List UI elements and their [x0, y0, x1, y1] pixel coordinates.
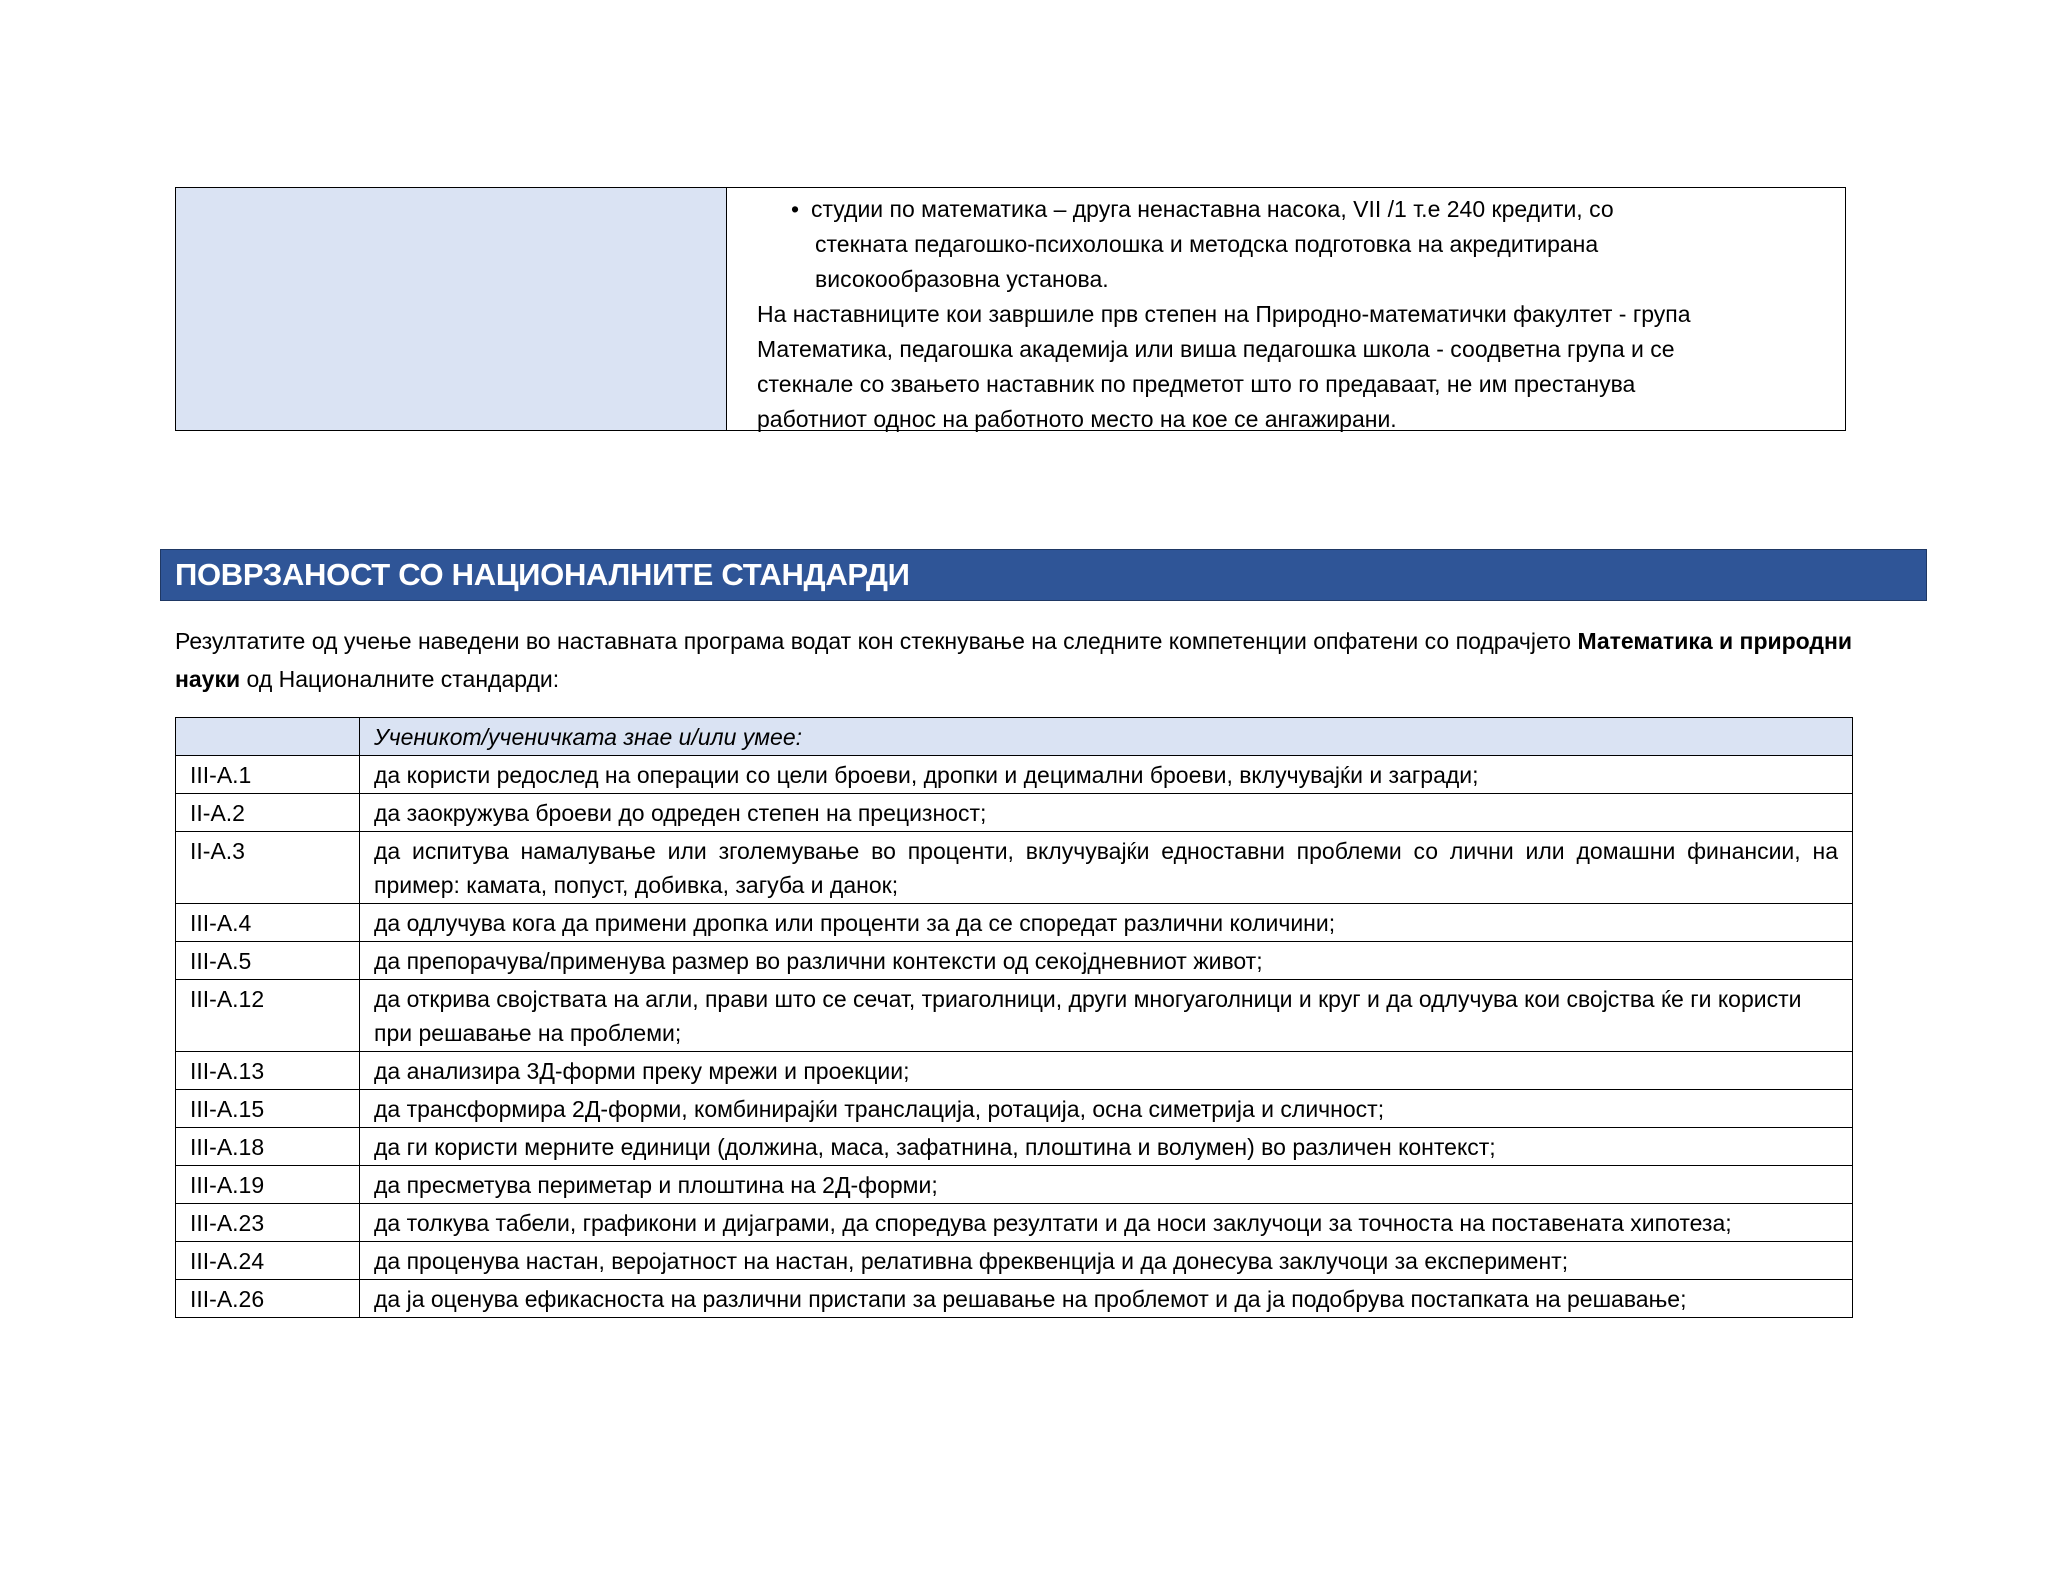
qualification-bullet-item — [757, 192, 1825, 297]
standard-code: III-A.4 — [176, 904, 360, 942]
table-row — [176, 904, 1853, 942]
paragraph-line: На наставниците кои завршиле прв степен на Природно-математички факултет - група — [757, 301, 1691, 327]
standard-code: III-A.12 — [176, 980, 360, 1052]
standards-table-header — [176, 718, 1853, 756]
intro-bold-subject: Математика и природни науки — [175, 628, 1853, 692]
table-row — [176, 1280, 1853, 1318]
table-row — [176, 832, 1853, 904]
standard-code: III-A.26 — [176, 1280, 360, 1318]
standard-code: III-A.15 — [176, 1090, 360, 1128]
standard-description: да ги користи мерните единици (должина, маса, зафатнина, плоштина и волумен) во различен контекст; — [360, 1128, 1853, 1166]
table-row — [176, 980, 1853, 1052]
standard-description: да трансформира 2Д-форми, комбинирајќи транслација, ротација, осна симетрија и сличност; — [360, 1090, 1853, 1128]
standard-description: да ја оценува ефикасноста на различни пристапи за решавање на проблемот и да ја подобрува постапката на решавање; — [360, 1280, 1853, 1318]
standard-description: да проценува настан, веројатност на настан, релативна фреквенција и да донесува заклучоци за експеримент; — [360, 1242, 1853, 1280]
standard-code: III-A.23 — [176, 1204, 360, 1242]
standard-code: III-A.13 — [176, 1052, 360, 1090]
intro-text-after: од Националните стандарди: — [240, 666, 560, 692]
standard-code: III-A.1 — [176, 756, 360, 794]
intro-paragraph — [175, 622, 1920, 698]
table-row — [176, 756, 1853, 794]
standard-description: да препорачува/применува размер во различни контексти од секојдневниот живот; — [360, 942, 1853, 980]
standard-code: III-A.5 — [176, 942, 360, 980]
paragraph-line: стекнале со звањето наставник по предметот што го предаваат, не им престанува — [757, 371, 1636, 397]
standard-code: III-A.19 — [176, 1166, 360, 1204]
table-row — [176, 1052, 1853, 1090]
bullet-line: стекната педагошко-психолошка и методска подготовка на акредитирана — [815, 231, 1599, 257]
standards-table — [175, 717, 1853, 1318]
section-heading: ПОВРЗАНОСТ СО НАЦИОНАЛНИТЕ СТАНДАРДИ — [160, 549, 1927, 601]
standard-description: да анализира 3Д-форми преку мрежи и проекции; — [360, 1052, 1853, 1090]
table-row — [176, 1204, 1853, 1242]
standard-description: да испитува намалување или зголемување во проценти, вклучувајќи едноставни проблеми со лични или домашни финансии, на пример: камата, попуст, добивка, загуба и данок; — [360, 832, 1853, 904]
standard-description: да одлучува кога да примени дропка или проценти за да се споредат различни количини; — [360, 904, 1853, 942]
bullet-icon: • — [791, 196, 800, 222]
standard-code: II-A.2 — [176, 794, 360, 832]
header-code-cell — [176, 718, 360, 756]
table-row — [176, 1128, 1853, 1166]
qualifications-table — [175, 187, 1846, 431]
qualifications-content-cell — [727, 188, 1845, 430]
table-row — [176, 942, 1853, 980]
table-row — [176, 1090, 1853, 1128]
qualifications-label-cell — [176, 188, 727, 430]
standard-description: да толкува табели, графикони и дијаграми, да споредува резултати и да носи заклучоци за точноста на поставената хипотеза; — [360, 1204, 1853, 1242]
standard-description: да пресметува периметар и плоштина на 2Д-форми; — [360, 1166, 1853, 1204]
bullet-line: високообразовна установа. — [815, 266, 1109, 292]
intro-text-before: Резултатите од учење наведени во наставната програма водат кон стекнување на следните компетенции опфатени со подрачјето — [175, 628, 1578, 654]
header-desc-cell: Ученикот/ученичката знае и/или умее: — [360, 718, 1853, 756]
table-row — [176, 1242, 1853, 1280]
paragraph-line: работниот однос на работното место на кое се ангажирани. — [757, 406, 1397, 432]
standard-code: III-A.24 — [176, 1242, 360, 1280]
table-row — [176, 1166, 1853, 1204]
standard-description: да заокружува броеви до одреден степен на прецизност; — [360, 794, 1853, 832]
standard-code: II-A.3 — [176, 832, 360, 904]
table-row — [176, 794, 1853, 832]
bullet-line: студии по математика – друга ненаставна насока, VII /1 т.е 240 кредити, со — [811, 196, 1614, 222]
paragraph-line: Математика, педагошка академија или виша педагошка школа - соодветна група и се — [757, 336, 1675, 362]
standard-code: III-A.18 — [176, 1128, 360, 1166]
standard-description: да открива својствата на агли, прави што се сечат, триаголници, други многуаголници и круг и да одлучува кои својства ќе ги користи при решавање на проблеми; — [360, 980, 1853, 1052]
standard-description: да користи редослед на операции со цели броеви, дропки и децимални броеви, вклучувајќи и загради; — [360, 756, 1853, 794]
qualification-note-paragraph — [757, 297, 1825, 437]
